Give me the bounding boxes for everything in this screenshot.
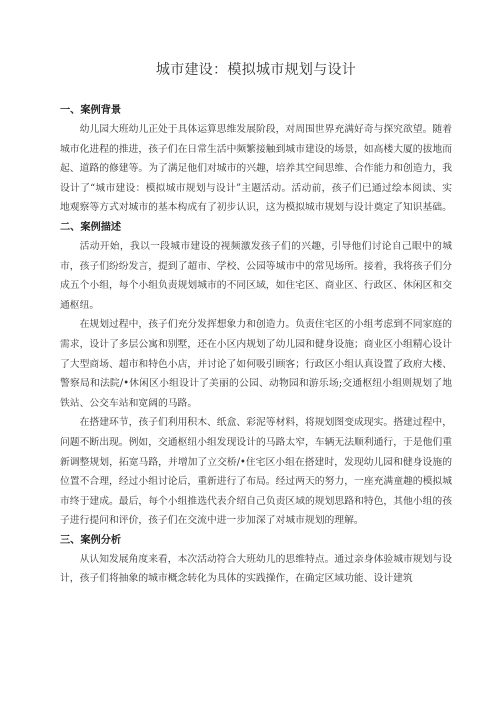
- paragraph: 在规划过程中，孩子们充分发挥想象力和创造力。负责住宅区的小组考虑到不同家庭的需求，设计了多层公寓和别墅，还在小区内规划了幼儿园和健身设施；商业区小组精心设计了大型商场、超市和特色小店，并讨论了如何吸引顾客；行政区小组认真设置了政府大楼、警察局和法院/•休闲区小组设计了美丽的公园、动物园和游乐场;交通枢纽小组则规划了地铁站、公交车站和宽阔的马路。: [60, 319, 452, 409]
- paragraph: 从认知发展角度来看，本次活动符合大班幼儿的思维特点。通过亲身体验城市规划与设计，孩子们将抽象的城市概念转化为具体的实践操作，在确定区域功能、设计建筑: [60, 553, 452, 585]
- section-heading: 一、案例背景: [60, 105, 122, 116]
- section-background: [60, 101, 452, 218]
- document-title: 城市建设：模拟城市规划与设计: [155, 62, 357, 78]
- section-heading: 二、案例描述: [60, 221, 122, 233]
- paragraph: 在搭建环节，孩子们利用积木、纸盒、彩泥等材料，将规划图变成现实。搭建过程中，问题不断出现。例如，交通枢纽小组发现设计的马路太窄，车辆无法顺利通行，于是他们重新调整规划，拓宽马路，并增加了立交桥/•住宅区小组在搭建时，发现幼儿园和健身设施的位置不合理，经过小组讨论后，重新进行了布局。经过两天的努力，一座充满童趣的模拟城市终于建成。最后，每个小组推选代表介绍自己负责区域的规划思路和特色，其他小组的孩子进行提问和评价，孩子们在交流中进一步加深了对城市规划的理解。: [60, 417, 452, 527]
- paragraph: 幼儿园大班幼儿正处于具体运算思维发展阶段，对周围世界充满好奇与探究欲望。随着城市化进程的推进，孩子们在日常生活中频繁接触到城市建设的场景，如高楼大厦的拔地而起、道路的修建等。为了满足他们对城市的兴趣，培养其空间思维、合作能力和创造力，我设计了“城市建设：模拟城市规划与设计”主题活动。活动前，孩子们已通过绘本阅读、实地观察等方式对城市的基本构成有了初步认识，这为模拟城市规划与设计奠定了知识基础。: [60, 124, 452, 214]
- section-description: [60, 218, 452, 531]
- section-analysis: [60, 531, 452, 589]
- paragraph: 活动开始，我以一段城市建设的视频激发孩子们的兴趣，引导他们讨论自己眼中的城市，孩子们纷纷发言，提到了超市、学校、公园等城市中的常见场所。接着，我将孩子们分成五个小组，每个小组负责规划城市的不同区域，如住宅区、商业区、行政区、休闲区和交通枢纽。: [60, 240, 452, 311]
- section-heading: 三、案例分析: [60, 534, 122, 546]
